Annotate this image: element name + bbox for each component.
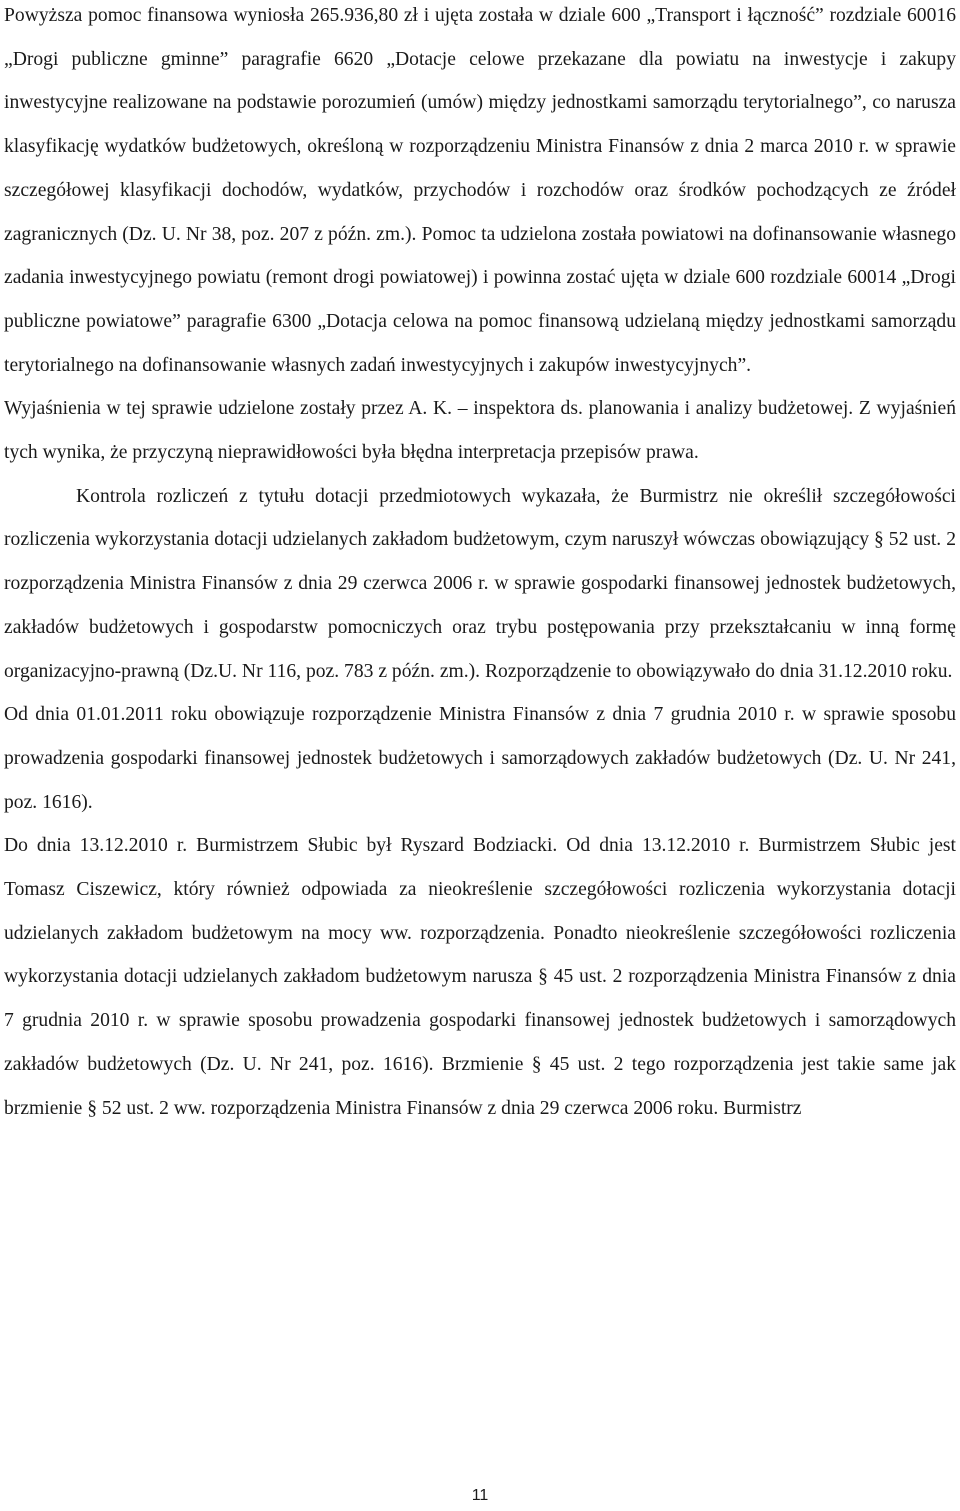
paragraph-budget-classification: Powyższa pomoc finansowa wyniosła 265.936,80 zł i ujęta została w dziale 600 „Transport i łączność” rozdziale 60016 „Drogi publiczne gminne” paragrafie 6620 „Dotacje celowe przekazane dla powiatu na inwestycje i zakupy inwestycyjne realizowane na podstawie porozumień (umów) między jednostkami samorządu terytorialnego”, co narusza klasyfikację wydatków budżetowych, określoną w rozporządzeniu Ministra Finansów z dnia 2 marca 2010 r. w sprawie szczegółowej klasyfikacji dochodów, wydatków, przychodów i rozchodów oraz środków pochodzących ze źródeł zagranicznych (Dz. U. Nr 38, poz. 207 z późn. zm.). Pomoc ta udzielona została powiatowi na dofinansowanie własnego zadania inwestycyjnego powiatu (remont drogi powiatowej) i powinna zostać ujęta w dziale 600 rozdziale 60014 „Drogi publiczne powiatowe” paragrafie 6300 „Dotacja celowa na pomoc finansową udzielaną między jednostkami samorządu terytorialnego na dofinansowanie własnych zadań inwestycyjnych i zakupów inwestycyjnych”. bbox=[4, 5, 956, 376]
paragraph-mayor-responsibility: Do dnia 13.12.2010 r. Burmistrzem Słubic był Ryszard Bodziacki. Od dnia 13.12.2010 r. Burmistrzem Słubic jest Tomasz Ciszewicz, który również odpowiada za nieokreślenie szczegółowości rozliczenia wykorzystania dotacji udzielanych zakładom budżetowym na mocy ww. rozporządzenia. Ponadto nieokreślenie szczegółowości rozliczenia wykorzystania dotacji udzielanych zakładom budżetowym narusza § 45 ust. 2 rozporządzenia Ministra Finansów z dnia 7 grudnia 2010 r. w sprawie sposobu prowadzenia gospodarki finansowej jednostek budżetowych i samorządowych zakładów budżetowych (Dz. U. Nr 241, poz. 1616). Brzmienie § 45 ust. 2 tego rozporządzenia jest takie same jak brzmienie § 52 ust. 2 ww. rozporządzenia Ministra Finansów z dnia 29 czerwca 2006 roku. Burmistrz bbox=[4, 835, 956, 1119]
paragraph-explanations: Wyjaśnienia w tej sprawie udzielone zostały przez A. K. – inspektora ds. planowania i analizy budżetowej. Z wyjaśnień tych wynika, że przyczyną nieprawidłowości była błędna interpretacja przepisów prawa. bbox=[4, 398, 956, 464]
paragraph-new-regulation: Od dnia 01.01.2011 roku obowiązuje rozporządzenie Ministra Finansów z dnia 7 grudnia 2010 r. w sprawie sposobu prowadzenia gospodarki finansowej jednostek budżetowych i samorządowych zakładów budżetowych (Dz. U. Nr 241, poz. 1616). bbox=[4, 704, 956, 813]
page-number: 11 bbox=[471, 1487, 489, 1504]
paragraph-subsidy-control: Kontrola rozliczeń z tytułu dotacji przedmiotowych wykazała, że Burmistrz nie określił szczegółowości rozliczenia wykorzystania dotacji udzielanych zakładom budżetowym, czym naruszył wówczas obowiązujący § 52 ust. 2 rozporządzenia Ministra Finansów z dnia 29 czerwca 2006 r. w sprawie gospodarki finansowej jednostek budżetowych, zakładów budżetowych i gospodarstw pomocniczych oraz trybu postępowania przy przekształcaniu w inną formę organizacyjno-prawną (Dz.U. Nr 116, poz. 783 z późn. zm.). Rozporządzenie to obowiązywało do dnia 31.12.2010 roku. bbox=[4, 485, 956, 682]
document-page bbox=[4, 0, 956, 1130]
